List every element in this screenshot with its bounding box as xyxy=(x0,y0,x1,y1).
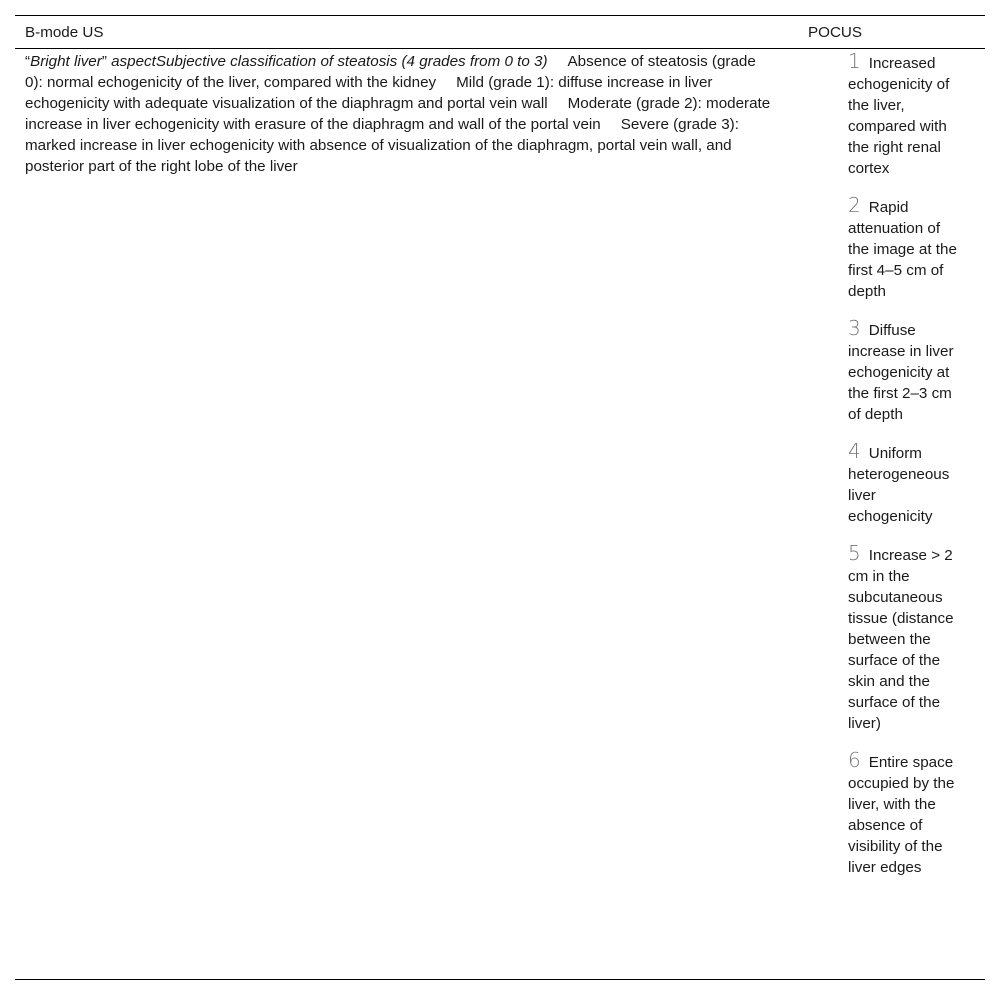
item-text: Diffuse increase in liver echogenicity at the first 2–3 cm of depth xyxy=(848,322,954,423)
table-header-row xyxy=(15,16,985,49)
column-header-bmode: B-mode US xyxy=(25,24,104,41)
bmode-cell xyxy=(25,51,775,177)
item-number: 3 xyxy=(848,316,861,340)
item-number: 2 xyxy=(848,193,861,217)
item-text: Increased echogenicity of the liver, compared with the right renal cortex xyxy=(848,55,950,177)
pocus-item xyxy=(848,51,960,179)
item-number: 5 xyxy=(848,541,861,565)
quote-open: “ xyxy=(25,53,31,70)
comparison-table xyxy=(15,15,985,980)
pocus-item xyxy=(848,543,960,734)
item-text: Entire space occupied by the liver, with the absence of visibility of the liver edges xyxy=(848,754,955,876)
item-text: Rapid attenuation of the image at the first 4–5 cm of depth xyxy=(848,199,957,300)
item-number: 1 xyxy=(848,49,861,73)
pocus-criteria-list xyxy=(848,51,960,894)
item-text: Increase > 2 cm in the subcutaneous tissue (distance between the surface of the skin and the surface of the liver) xyxy=(848,547,954,732)
grade-0-text: Absence of steatosis (grade 0): normal echogenicity of the liver, compared with the kidney xyxy=(25,53,756,91)
quote-close: ” xyxy=(101,53,107,70)
item-text: Uniform heterogeneous liver echogenicity xyxy=(848,445,950,525)
pocus-item xyxy=(848,441,960,527)
bright-liver-term: Bright liver xyxy=(30,53,102,70)
grade-2-text: Moderate (grade 2): moderate increase in liver echogenicity with erasure of the diaphragm and wall of the portal vein xyxy=(25,95,771,133)
classification-title: aspectSubjective classification of steatosis (4 grades from 0 to 3) xyxy=(106,53,548,70)
pocus-item xyxy=(848,750,960,878)
pocus-item xyxy=(848,318,960,425)
item-number: 4 xyxy=(848,439,861,463)
grade-1-text: Mild (grade 1): diffuse increase in liver echogenicity with adequate visualization of the diaphragm and portal vein wall xyxy=(25,74,713,112)
grade-3-text: Severe (grade 3): marked increase in liver echogenicity with absence of visualization of the diaphragm, portal vein wall, and posterior part of the right lobe of the liver xyxy=(25,116,739,175)
item-number: 6 xyxy=(848,748,861,772)
column-header-pocus: POCUS xyxy=(808,24,863,41)
pocus-item xyxy=(848,195,960,302)
